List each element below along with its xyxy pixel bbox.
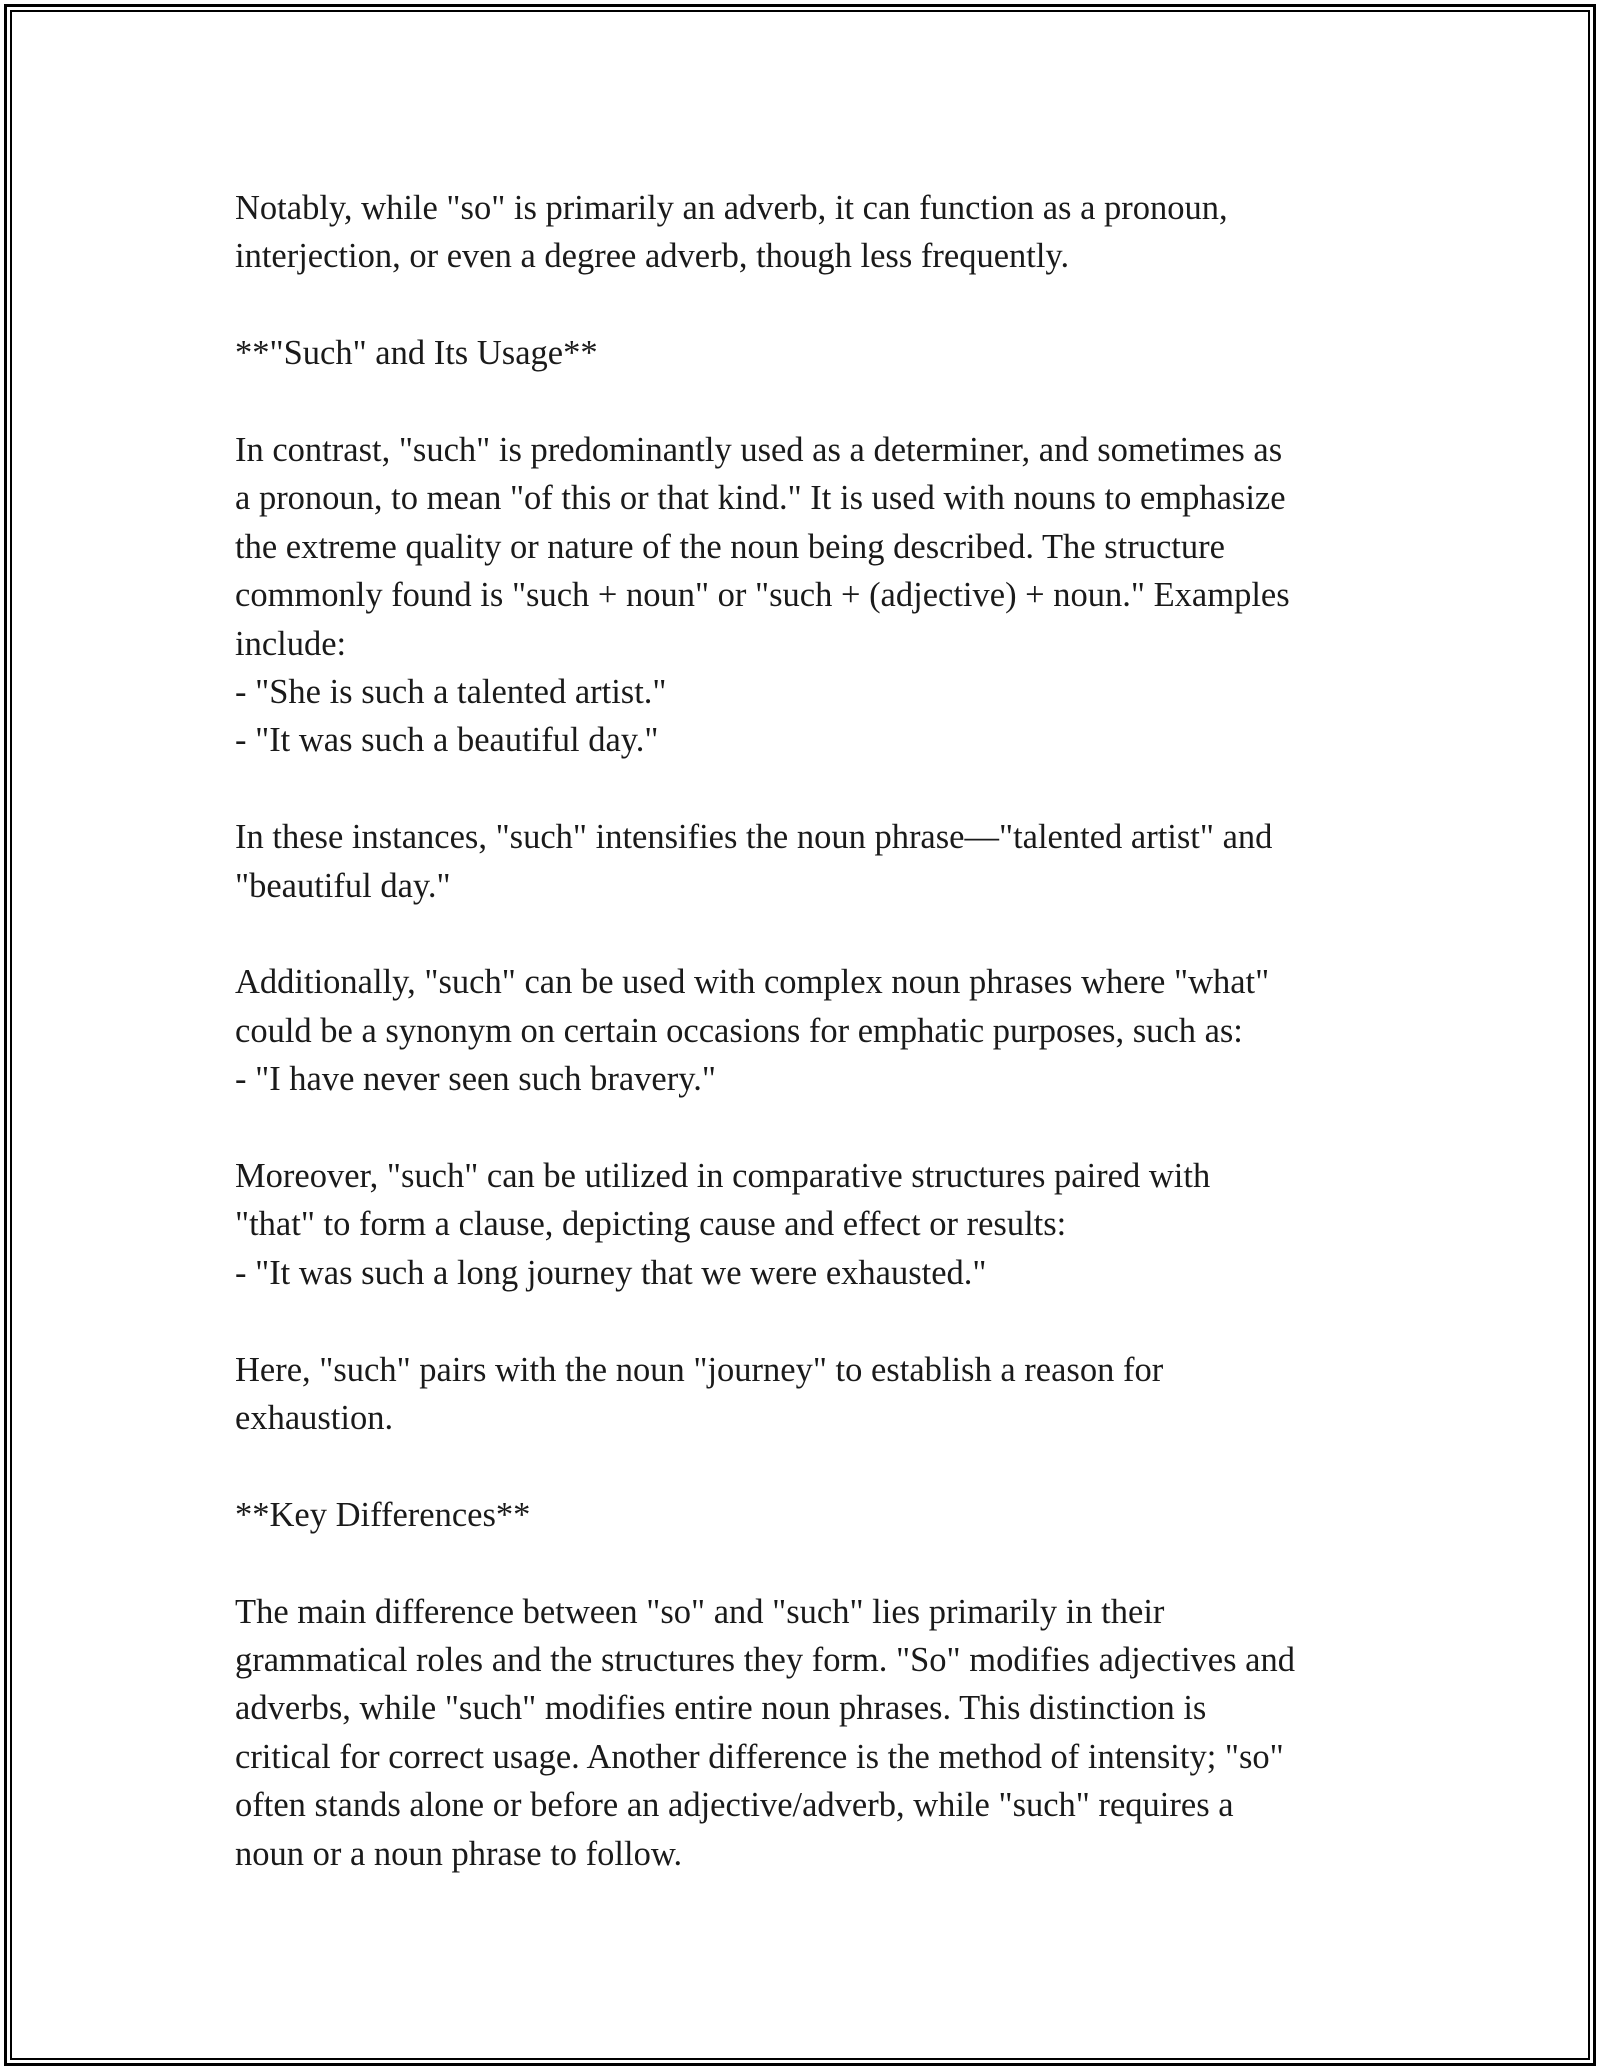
heading-line: **"Such" and Its Usage**	[235, 334, 598, 373]
text-line: adverbs, while "such" modifies entire noun phrases. This distinction is	[235, 1689, 1207, 1728]
text-line: Moreover, "such" can be utilized in comparative structures paired with	[235, 1157, 1211, 1196]
text-line: In contrast, "such" is predominantly used as a determiner, and sometimes as	[235, 431, 1283, 469]
text-line: Additionally, "such" can be used with complex noun phrases where "what"	[235, 963, 1270, 1002]
paragraph-spacer	[235, 1539, 1375, 1587]
paragraph-spacer	[235, 1104, 1375, 1152]
paragraph	[235, 426, 1375, 765]
text-line: often stands alone or before an adjective/adverb, while "such" requires a	[235, 1786, 1234, 1825]
text-line: exhaustion.	[235, 1399, 394, 1438]
heading-line: **Key Differences**	[235, 1495, 531, 1534]
paragraph	[235, 184, 1375, 281]
text-line: "beautiful day."	[235, 866, 451, 905]
text-line: The main difference between "so" and "such" lies primarily in their	[235, 1592, 1165, 1631]
text-line: noun or a noun phrase to follow.	[235, 1834, 683, 1873]
paragraph	[235, 958, 1375, 1103]
text-line: critical for correct usage. Another difference is the method of intensity; "so"	[235, 1737, 1284, 1776]
paragraph-spacer	[235, 765, 1375, 813]
text-line: a pronoun, to mean "of this or that kind." It is used with nouns to emphasize	[235, 479, 1286, 518]
paragraph	[235, 1588, 1375, 1878]
document-body	[235, 184, 1375, 1878]
paragraph	[235, 1152, 1375, 1297]
paragraph	[235, 813, 1375, 910]
text-line: could be a synonym on certain occasions for emphatic purposes, such as:	[235, 1011, 1243, 1050]
paragraph-spacer	[235, 378, 1375, 426]
paragraph-spacer	[235, 910, 1375, 958]
text-line: In these instances, "such" intensifies the noun phrase—"talented artist" and	[235, 818, 1273, 857]
example-line: - "She is such a talented artist."	[235, 673, 667, 712]
example-line: - "It was such a long journey that we were exhausted."	[235, 1253, 987, 1292]
example-line: - "It was such a beautiful day."	[235, 721, 659, 760]
text-line: Notably, while "so" is primarily an adverb, it can function as a pronoun,	[235, 189, 1228, 227]
paragraph-spacer	[235, 281, 1375, 329]
text-line: interjection, or even a degree adverb, though less frequently.	[235, 237, 1070, 276]
paragraph	[235, 1346, 1375, 1443]
section-heading	[235, 329, 1375, 377]
paragraph-spacer	[235, 1442, 1375, 1490]
text-line: grammatical roles and the structures they form. "So" modifies adjectives and	[235, 1641, 1295, 1680]
section-heading	[235, 1491, 1375, 1539]
text-line: include:	[235, 624, 347, 663]
text-line: "that" to form a clause, depicting cause and effect or results:	[235, 1205, 1067, 1244]
text-line: commonly found is "such + noun" or "such + (adjective) + noun." Examples	[235, 576, 1290, 615]
example-line: - "I have never seen such bravery."	[235, 1060, 716, 1099]
paragraph-spacer	[235, 1297, 1375, 1345]
text-line: the extreme quality or nature of the noun being described. The structure	[235, 527, 1225, 566]
text-line: Here, "such" pairs with the noun "journey" to establish a reason for	[235, 1350, 1164, 1389]
